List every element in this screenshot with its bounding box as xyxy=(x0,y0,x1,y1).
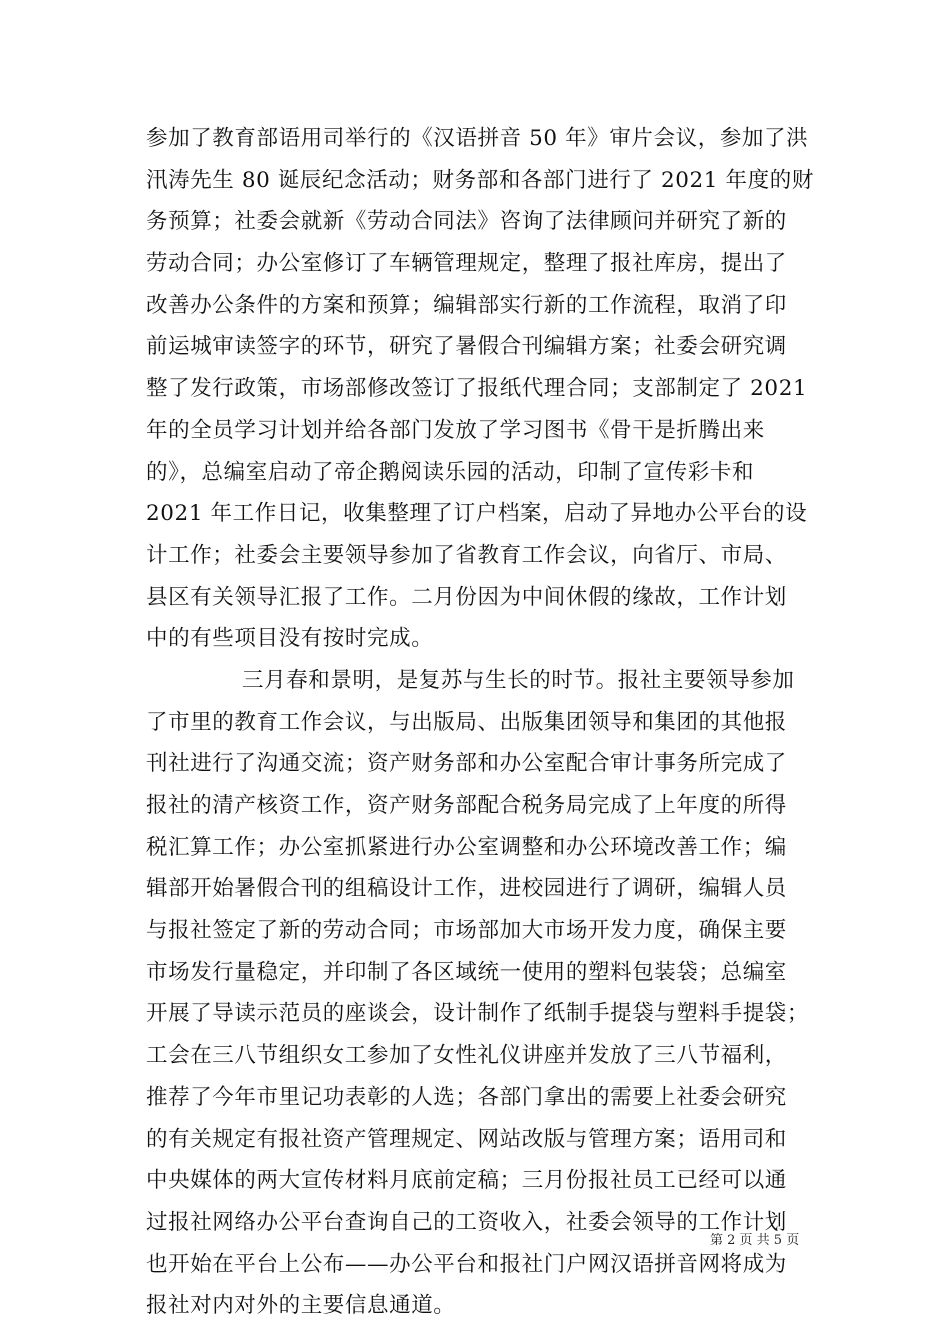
text-line: 整了发行政策，市场部修改签订了报纸代理合同；支部制定了 2021 xyxy=(146,376,808,402)
text-line: 2021 年工作日记，收集整理了订户档案，启动了异地办公平台的设 xyxy=(146,501,808,527)
paragraph-1 xyxy=(146,118,820,660)
text-line: 开展了导读示范员的座谈会，设计制作了纸制手提袋与塑料手提袋； xyxy=(146,1001,810,1027)
text-line: 税汇算工作；办公室抓紧进行办公室调整和办公环境改善工作；编 xyxy=(146,834,787,860)
text-line: 与报社签定了新的劳动合同；市场部加大市场开发力度，确保主要 xyxy=(146,918,787,944)
text-line: 参加了教育部语用司举行的《汉语拼音 50 年》审片会议，参加了洪 xyxy=(146,126,809,151)
text-line: 推荐了今年市里记功表彰的人选；各部门拿出的需要上社委会研究 xyxy=(146,1084,787,1110)
text-line: 计工作；社委会主要领导参加了省教育工作会议，向省厅、市局、 xyxy=(146,542,787,568)
text-line: 年的全员学习计划并给各部门发放了学习图书《骨干是折腾出来 xyxy=(146,417,765,443)
page-number-footer: 第 2 页 共 5 页 xyxy=(710,1233,800,1248)
paragraph-2 xyxy=(146,660,820,1327)
text-line: 辑部开始暑假合刊的组稿设计工作，进校园进行了调研，编辑人员 xyxy=(146,876,787,902)
text-line: 汛涛先生 80 诞辰纪念活动；财务部和各部门进行了 2021 年度的财 xyxy=(146,167,814,193)
text-line: 的有关规定有报社资产管理规定、网站改版与管理方案；语用司和 xyxy=(146,1126,787,1152)
text-line: 劳动合同；办公室修订了车辆管理规定，整理了报社库房，提出了 xyxy=(146,251,787,277)
text-line: 过报社网络办公平台查询自己的工资收入，社委会领导的工作计划 xyxy=(146,1209,787,1235)
text-line: 县区有关领导汇报了工作。二月份因为中间休假的缘故，工作计划 xyxy=(146,584,787,610)
text-line: 务预算；社委会就新《劳动合同法》咨询了法律顾问并研究了新的 xyxy=(146,209,787,235)
text-line: 了市里的教育工作会议，与出版局、出版集团领导和集团的其他报 xyxy=(146,709,787,735)
text-line: 报社的清产核资工作，资产财务部配合税务局完成了上年度的所得 xyxy=(146,793,787,818)
text-line: 刊社进行了沟通交流；资产财务部和办公室配合审计事务所完成了 xyxy=(146,751,787,777)
text-line: 中的有些项目没有按时完成。 xyxy=(146,626,434,652)
text-line: 改善办公条件的方案和预算；编辑部实行新的工作流程，取消了印 xyxy=(146,292,787,318)
text-line: 三月春和景明，是复苏与生长的时节。报社主要领导参加 xyxy=(242,667,795,693)
text-line: 的》，总编室启动了帝企鹅阅读乐园的活动，印制了宣传彩卡和 xyxy=(146,459,755,485)
text-line: 中央媒体的两大宣传材料月底前定稿；三月份报社员工已经可以通 xyxy=(146,1168,787,1194)
text-line: 工会在三八节组织女工参加了女性礼仪讲座并发放了三八节福利， xyxy=(146,1043,787,1069)
text-line: 报社对内对外的主要信息通道。 xyxy=(146,1293,456,1319)
document-body xyxy=(146,118,820,1327)
text-line: 前运城审读签字的环节，研究了暑假合刊编辑方案；社委会研究调 xyxy=(146,334,787,360)
text-line: 也开始在平台上公布——办公平台和报社门户网汉语拼音网将成为 xyxy=(146,1251,787,1277)
text-line: 市场发行量稳定，并印制了各区域统一使用的塑料包装袋；总编室 xyxy=(146,959,787,985)
